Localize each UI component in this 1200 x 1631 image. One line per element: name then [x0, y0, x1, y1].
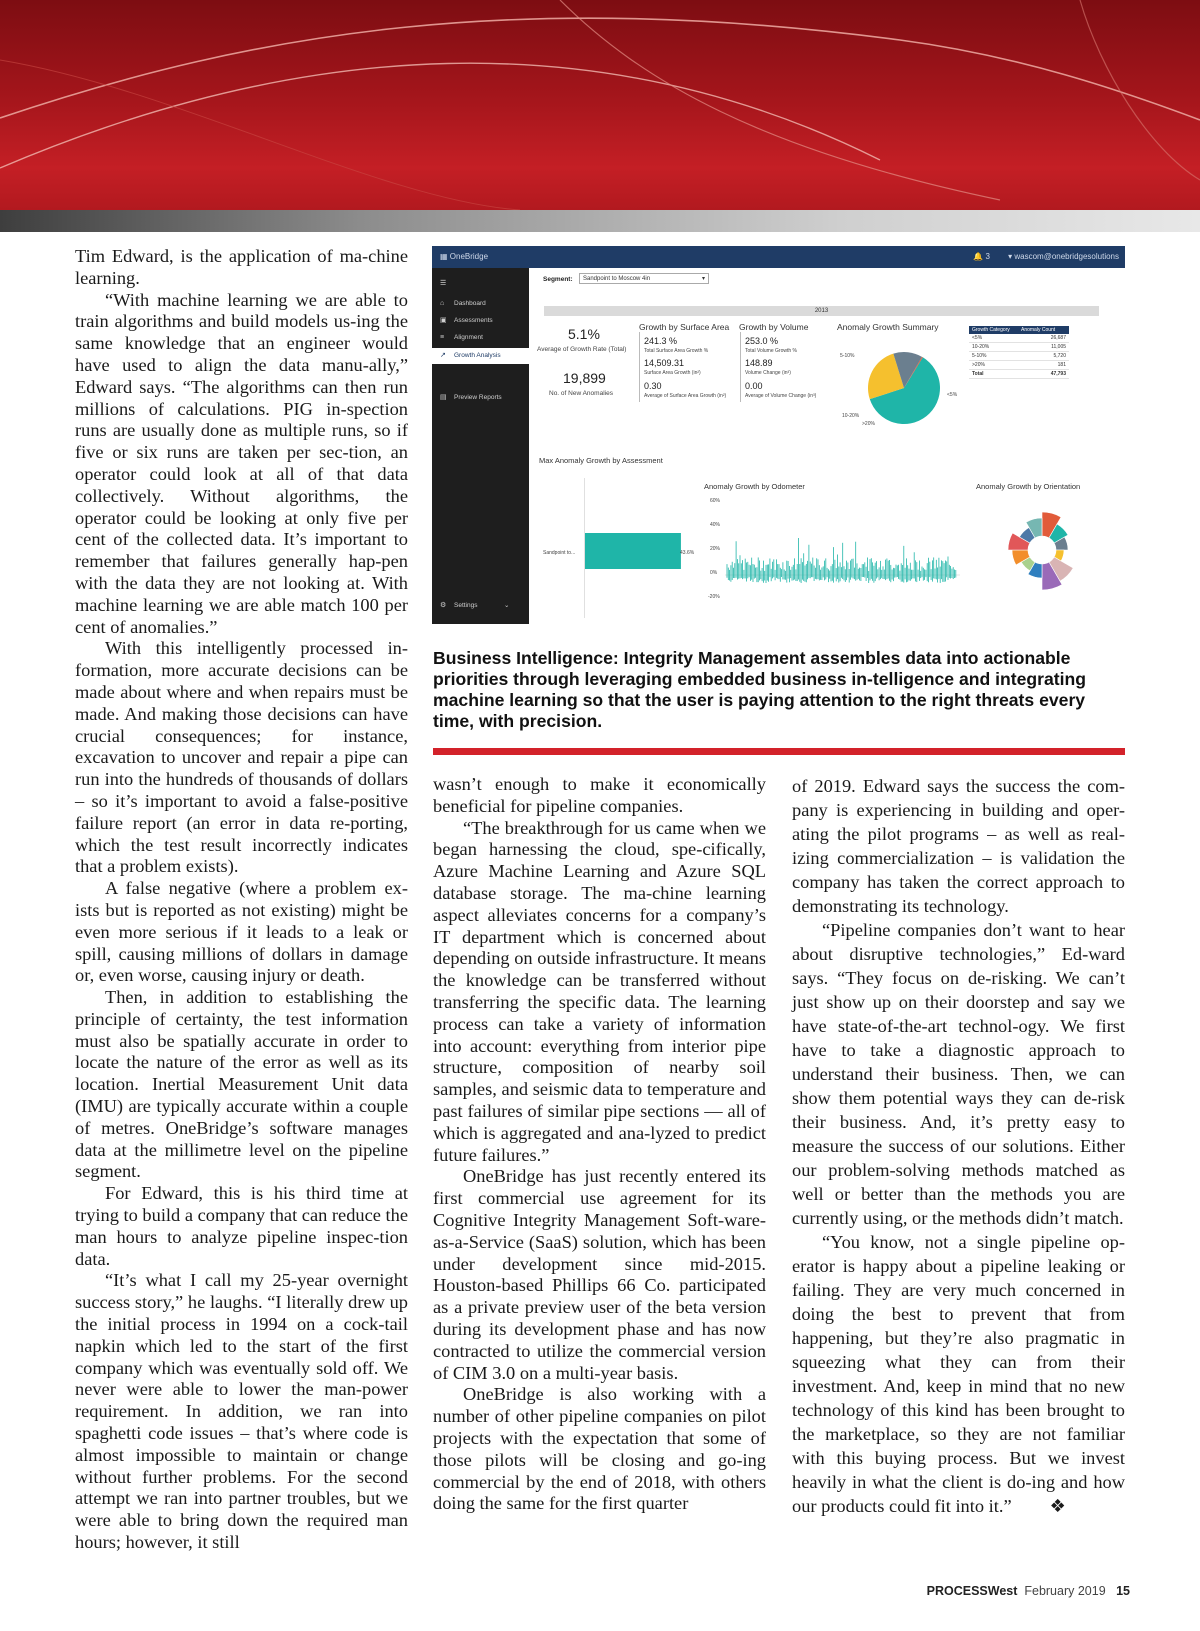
bar-category-label: Sandpoint to... — [543, 550, 576, 556]
volume-average-value: 0.00 — [745, 381, 763, 391]
table-row — [969, 352, 1069, 361]
odometer-tick: 0% — [710, 570, 718, 576]
nav-growth-analysis[interactable]: ↗ Growth Analysis — [432, 348, 529, 364]
table-cell: 181 — [1057, 362, 1066, 368]
table-cell: Total — [972, 371, 984, 377]
magazine-name: PROCESSWest — [926, 1584, 1018, 1598]
max-growth-title: Max Anomaly Growth by Assessment — [539, 456, 663, 465]
app-title: ▦ OneBridge — [440, 252, 489, 261]
chart-line-icon: ↗ — [440, 352, 446, 359]
table-row — [969, 361, 1069, 370]
odometer-title: Anomaly Growth by Odometer — [704, 482, 805, 491]
article-column-3 — [792, 774, 1125, 1519]
article-column-2 — [433, 774, 766, 1515]
bar-value-label: 43.6% — [680, 550, 695, 556]
table-row — [969, 334, 1069, 343]
home-icon: ⌂ — [440, 300, 445, 307]
dashboard-screenshot — [432, 246, 1125, 624]
kpi-new-anomalies-value: 19,899 — [563, 370, 606, 386]
paragraph: of 2019. Edward says the success the com-​pany is experiencing in building and oper-​ating the pilot programs – as well as real-​izing commercialization – is validation the company has taken the correct approach to demonstrating its technology. — [792, 776, 1125, 916]
paragraph: A false negative (where a problem ex-​ists but is reported as not existing) might be even more serious if it leads to a leak or spill, causing millions of dollars in damage or, even worse, causing injury or death. — [75, 878, 408, 986]
table-cell: >20% — [972, 362, 985, 368]
summary-title: Anomaly Growth Summary — [837, 322, 939, 332]
paragraph: For Edward, this is his third time at trying to build a company that can reduce the man hours to analyze pipeline inspec-​tion data. — [75, 1183, 408, 1269]
paragraph: Then, in addition to establishing the principle of certainty, the test information must also be spatially accurate in order to locate the nature of the error as well as its location. Inertial Measurement Unit data (IMU) are typically accurate within a couple of metres. OneBridge’s software manages data at the millimetre level on the pipeline segment. — [75, 987, 408, 1182]
nav-preview-reports[interactable]: ▤ Preview Reports — [432, 390, 529, 406]
paragraph: “The breakthrough for us came when we began harnessing the cloud, spe-​cifically, Azure Machine Learning and Azure SQL database storage. The ma-​chine learning aspect alleviates concerns for a company’s IT department which is concerned about depending on outside infrastructure. It means the knowledge can be transferred without transferring the specific data. The learning process can take a variety of information into account: everything from interior pipe structure, composition of nearby soil samples, and seismic data to temperature and past failures of similar pipe sections — all of which is aggregated and ana-​lyzed to predict future failures.” — [433, 817, 766, 1165]
odometer-tick: 60% — [710, 498, 721, 504]
surface-average-value: 0.30 — [644, 381, 662, 391]
orientation-title: Anomaly Growth by Orientation — [976, 482, 1081, 491]
header-gray-bar — [0, 210, 1200, 232]
issue-date: February 2019 — [1024, 1584, 1106, 1598]
table-cell: 11,005 — [1051, 344, 1066, 350]
end-mark-icon: ❖ — [1049, 1496, 1066, 1517]
orientation-radial-chart — [987, 500, 1097, 610]
header-banner — [0, 0, 1200, 210]
nav-assessments[interactable]: ▣ Assessments — [432, 313, 529, 329]
bar — [585, 533, 681, 569]
red-divider — [433, 748, 1125, 755]
menu-icon[interactable]: ☰ — [440, 280, 447, 287]
table-cell: <5% — [972, 335, 983, 341]
volume-total-value: 253.0 % — [745, 336, 779, 346]
nav-settings[interactable]: ⚙ Settings ⌄ — [432, 598, 529, 614]
pie-label: <5% — [947, 392, 958, 398]
nav-alignment[interactable]: ≡ Alignment — [432, 330, 529, 346]
growth-surface-title: Growth by Surface Area — [639, 322, 730, 332]
table-cell: 5-10% — [972, 353, 987, 359]
banner-swoosh-graphic — [0, 0, 1200, 210]
table-cell: 5,720 — [1053, 353, 1066, 359]
notification-bell-icon[interactable]: 🔔 3 — [973, 252, 990, 261]
article-column-1 — [75, 246, 408, 1554]
paragraph: wasn’t enough to make it economically beneficial for pipeline companies. — [433, 774, 766, 816]
summary-table — [969, 326, 1069, 386]
paragraph: OneBridge has just recently entered its first commercial use agreement for its Cognitive Integrity Management Soft-​ware-as-a-Service (SaaS) solution, which has been under development since mid-​2015. Houston-based Phillips 66 Co. participated as a private preview user of the beta version during its development phase and has now contracted to utilize the commercial version of CIM 3.0 on a multi-year basis. — [433, 1166, 766, 1383]
app-sidebar — [432, 268, 529, 624]
paragraph: With this intelligently processed in-​formation, more accurate decisions can be made about where and when repairs must be made. And making those decisions can have crucial consequences; for instance, excavation to uncover and repair a pipe can run into the hundreds of thousands of dollars – so it’s important to avoid a false-​positive failure report (an error in data re-​porting, which the test result incorrectly indicates that a problem exists). — [75, 638, 408, 877]
segment-select[interactable]: Sandpoint to Moscow 4in ▾ — [579, 273, 709, 284]
user-menu[interactable]: ▾ wascom@onebridgesolutions — [1008, 252, 1119, 261]
odometer-tick: 40% — [710, 522, 721, 528]
list-icon: ≡ — [440, 334, 445, 341]
paragraph: Tim Edward, is the application of ma-​chine learning. — [75, 246, 408, 288]
paragraph: “You know, not a single pipeline op-​erator is happy about a pipeline leaking or failing. They are very much concerned in doing the best to prevent that from happening, but they’re also pragmatic in squeezing what they can from their investment. And, keep in mind that no new technology of this kind has been brought to the marketplace, so they are not familiar with this buying process. But we invest heavily in what the client is do-​ing and how our products could fit into it.” ❖ — [792, 1232, 1125, 1517]
paragraph: “It’s what I call my 25-year overnight success story,” he laughs. “I literally drew up the initial process in 1994 on a cock-​tail napkin which led to the start of the first company which was eventually sold off. We never were able to lower the man-​power requirement. In addition, we ran into spaghetti code issues – that’s where code is almost impossible to maintain or change without further problems. For the second attempt we ran into partner troubles, but we were able to bring down the required man hours; however, it still — [75, 1270, 408, 1553]
report-icon: ▤ — [440, 394, 447, 401]
page-number: 15 — [1116, 1584, 1130, 1598]
year-header: 2013 — [544, 306, 1099, 316]
document-icon: ▣ — [440, 317, 447, 324]
volume-change-value: 148.89 — [745, 358, 773, 368]
table-cell: 26,687 — [1050, 335, 1066, 341]
paragraph: “With machine learning we are able to train algorithms and build models us-​ing the same knowledge that an engineer would have used to align the data manu-​ally,” Edward says. “The algorithms can then run millions of calculations. PIG in-​spection runs are usually done as multiple runs, so if five or six runs are taken per sec-​tion, an operator could look at all of that data collectively. Without algorithms, the operator could be looking at only five per cent of the collected data. It’s important to remember that failures generally hap-​pen with the data they are not looking at. With machine learning we are able match 100 per cent of anomalies.” — [75, 289, 408, 637]
table-cell: 10-20% — [972, 344, 990, 350]
surface-total-value: 241.3 % — [644, 336, 678, 346]
pie-label: >20% — [862, 421, 875, 427]
table-row — [969, 343, 1069, 352]
surface-growth-value: 14,509.31 — [644, 358, 685, 368]
pie-label: 10-20% — [842, 413, 860, 419]
table-cell: 47,793 — [1050, 371, 1066, 377]
odometer-tick: -20% — [708, 594, 720, 600]
gear-icon: ⚙ — [440, 602, 447, 609]
page-footer — [927, 1584, 1130, 1598]
pie-label: 5-10% — [840, 353, 855, 359]
odometer-tick: 20% — [710, 546, 721, 552]
paragraph: “Pipeline companies don’t want to hear about disruptive technologies,” Ed-​ward says. “They focus on de-risking. We can’t just show up on their doorstep and say we have state-of-the-art technol-​ogy. We first have to take a diagnostic approach to understand their business. Then, we can show them potential ways they can de-risk their business. And, it’s pretty easy to measure the success of our solutions. Either our problem-solving methods matched as well or better than the methods you are currently using, or the methods didn’t match. — [792, 920, 1125, 1228]
app-main-panel: Segment: Sandpoint to Moscow 4in ▾ 2013 5.1% Average of Growth Rate (Total) 19,899 No. of New Anomalies Growth by Surface Area 241.3 % Total Surface Area Growth % 14,509.31 Surface Area Growth (in²) 0.30 Average of Surface Area Growth (in²) Growth by Volume 253.0 % Total Volume Growth % 148.89 Volume Change (in³) 0.00 Average of Volume Change (in³) Anomaly Growth Summary 5-10% 10-20% >20% <5% Growth Category Anomaly Count <5% 26,687 10-20% 11,005 5-10% 5,720 >20% 181 Total 47,793 Max Anomaly Growth by Assessment Sandpoint to... 43.6% Anomaly Growth by Odometer 60% 40% 20% 0% -20% Anomaly Growth by Orientation — [529, 268, 1125, 624]
max-growth-bar-chart — [584, 478, 704, 618]
kpi-growth-rate-value: 5.1% — [568, 326, 600, 342]
table-header: Growth Category Anomaly Count — [969, 326, 1069, 334]
nav-dashboard[interactable]: ⌂ Dashboard — [432, 296, 529, 312]
kpi-growth-rate-label: Average of Growth Rate (Total) — [537, 346, 627, 353]
odometer-line-chart — [725, 494, 960, 604]
table-row — [969, 370, 1069, 379]
kpi-new-anomalies-label: No. of New Anomalies — [549, 390, 613, 397]
app-topbar — [432, 246, 1125, 268]
chevron-down-icon: ▾ — [701, 276, 705, 282]
segment-label: Segment: — [543, 276, 573, 283]
growth-volume-title: Growth by Volume — [739, 322, 809, 332]
figure-caption: Business Intelligence: Integrity Management assembles data into actionable priorities through leveraging embedded business in-​telligence and integrating machine learning so that the user is paying attention to the right threats every time, with precision. — [433, 648, 1087, 731]
paragraph: OneBridge is also working with a number of other pipeline companies on pilot projects with the expectation that some of those pilots will be closing and go-​ing commercial by the end of 2018, with others doing the same for the first quarter — [433, 1384, 766, 1514]
